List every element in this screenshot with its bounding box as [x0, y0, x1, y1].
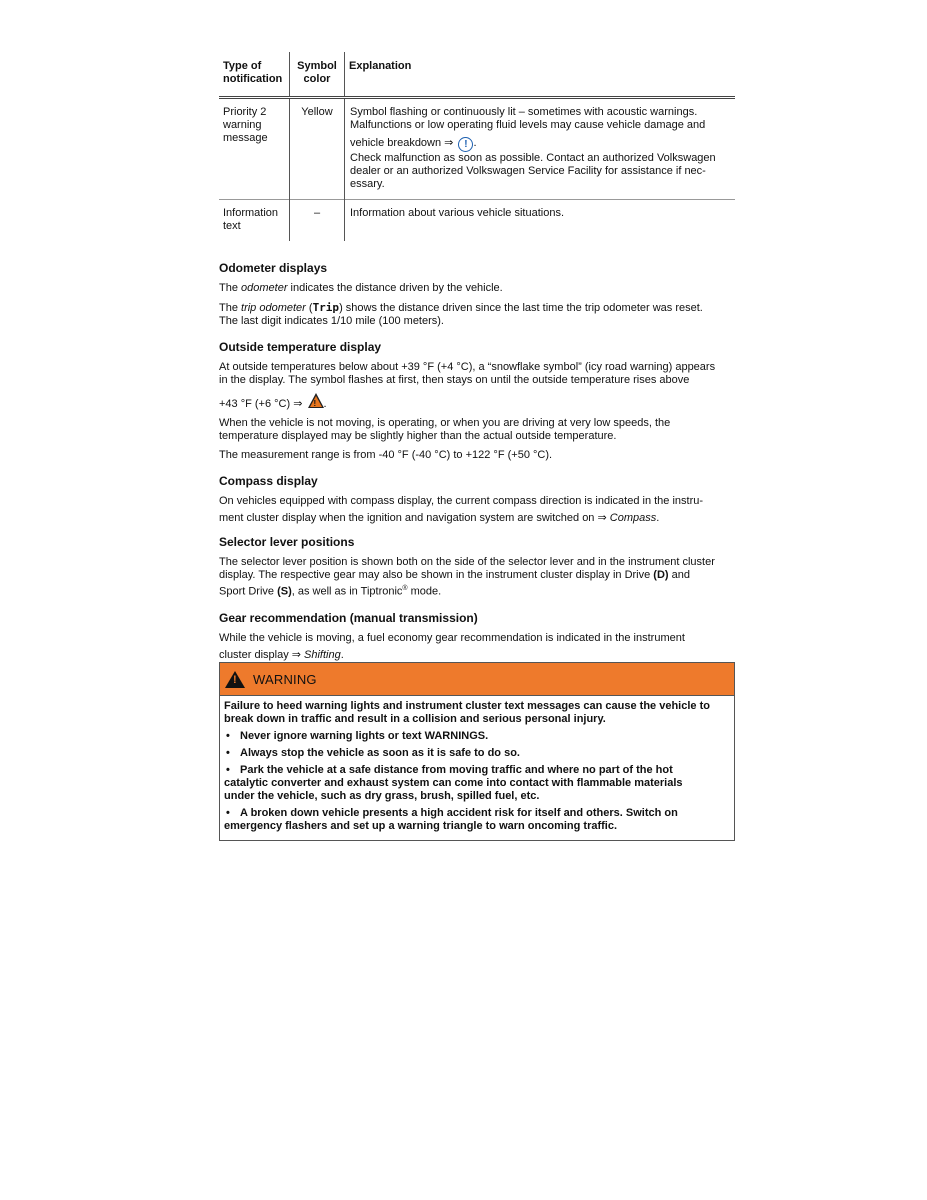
paragraph: The measurement range is from -40 °F (-40 °C) to +122 °F (+50 °C).	[219, 449, 553, 461]
text: Always stop the vehicle as soon as it is safe to do so.	[240, 747, 520, 759]
section-temperature	[219, 340, 735, 462]
section-compass	[219, 474, 735, 525]
warning-bullet	[224, 747, 729, 760]
text: +43 °F (+6 °C) ⇒	[219, 398, 306, 410]
text: display. The respective gear may also be shown in the instrument cluster display in Drive	[219, 569, 654, 581]
section-title: Outside temperature display	[219, 340, 382, 354]
text: catalytic converter and exhaust system can come into contact with flammable materials	[224, 777, 683, 789]
text: and	[668, 569, 690, 581]
text: cluster display ⇒	[219, 648, 305, 661]
warning-triangle-icon	[225, 671, 245, 688]
gear-s: (S)	[277, 585, 292, 598]
explanation-line: Symbol flashing or continuously lit – sometimes with acoustic warnings.	[350, 106, 698, 118]
text: in the display. The symbol flashes at first, then stays on until the outside temperature rises above	[219, 374, 690, 386]
cell-explanation: Information about various vehicle situations.	[350, 207, 565, 219]
text: On vehicles equipped with compass display, the current compass direction is indicated in the instru-	[219, 495, 704, 507]
header-type	[219, 52, 290, 98]
registered-mark: ®	[402, 585, 408, 592]
warning-bullet	[224, 764, 729, 803]
paragraph	[219, 301, 735, 328]
section-title: Gear recommendation (manual transmission)	[219, 610, 478, 625]
explanation-line: essary.	[350, 178, 385, 190]
text-line: ment cluster display when the ignition and navigation system are switched on ⇒ Compass.	[219, 512, 660, 524]
header-color-line1: Symbol	[297, 60, 337, 72]
cell-type-line: message	[223, 132, 268, 144]
warning-triangle-mark: !	[313, 399, 317, 408]
header-type-line2: notification	[223, 73, 283, 85]
manual-page	[219, 52, 735, 668]
exclamation-circle-icon[interactable]: !	[458, 137, 473, 152]
text: The last digit indicates 1/10 mile (100 meters).	[219, 315, 444, 327]
explanation-line: Malfunctions or low operating fluid levels may cause vehicle damage and	[350, 119, 706, 131]
text: ment cluster display when the ignition and navigation system are switched on ⇒	[219, 512, 610, 524]
paragraph	[219, 361, 735, 411]
text: The selector lever position is shown both on the side of the selector lever and in the instrument cluster	[219, 556, 715, 568]
warning-header	[220, 663, 734, 696]
text: mode.	[407, 585, 442, 598]
text: The	[219, 282, 242, 294]
text: Failure to heed warning lights and instrument cluster text messages can cause the vehicle to	[224, 700, 710, 712]
cell-type-line: Priority 2	[223, 106, 267, 118]
warning-body	[220, 696, 734, 840]
text: emergency flashers and set up a warning triangle to warn oncoming traffic.	[224, 820, 618, 832]
cell-type-line: text	[223, 220, 241, 232]
warning-triangle-icon[interactable]	[308, 393, 324, 408]
paragraph	[219, 556, 735, 599]
paragraph	[219, 417, 735, 443]
warning-bullet	[224, 807, 729, 833]
paragraph	[219, 282, 735, 295]
cell-type	[219, 98, 290, 200]
text: The	[219, 302, 242, 314]
cell-type-line: warning	[223, 119, 262, 131]
shifting-link[interactable]: Shifting	[304, 648, 341, 661]
term: trip odometer	[241, 302, 306, 314]
section-title: Compass display	[219, 474, 318, 488]
paragraph	[219, 632, 735, 662]
explanation-line-with-icon: vehicle breakdown ⇒ ! .	[350, 137, 477, 150]
explanation-line: Check malfunction as soon as possible. Contact an authorized Volkswagen	[350, 152, 716, 164]
paragraph	[219, 495, 735, 525]
text: break down in traffic and result in a collision and serious personal injury.	[224, 713, 606, 725]
table-row	[219, 200, 735, 242]
section-title: Selector lever positions	[219, 535, 355, 549]
cell-color: Yellow	[290, 98, 345, 200]
display-code: Trip	[312, 301, 340, 314]
text: temperature displayed may be slightly higher than the actual outside temperature.	[219, 430, 617, 442]
warning-intro	[224, 700, 729, 726]
cell-color: –	[290, 200, 345, 242]
text: under the vehicle, such as dry grass, brush, spilled fuel, etc.	[224, 790, 540, 802]
header-explanation: Explanation	[349, 60, 412, 72]
text: When the vehicle is not moving, is operating, or when you are driving at very low speeds, the	[219, 417, 671, 429]
gear-d: (D)	[653, 569, 669, 581]
header-color	[290, 52, 345, 98]
cell-type	[219, 200, 290, 242]
notification-table	[219, 52, 735, 241]
text: ) shows the distance driven since the last time the trip odometer was reset.	[339, 302, 703, 314]
section-gear	[219, 611, 735, 662]
text: Park the vehicle at a safe distance from moving traffic and where no part of the hot	[240, 764, 673, 776]
section-odometer	[219, 261, 735, 328]
table-row	[219, 98, 735, 200]
text: A broken down vehicle presents a high accident risk for itself and others. Switch on	[240, 807, 678, 819]
cell-type-line: Information	[223, 207, 279, 219]
table-header-row	[219, 52, 735, 98]
warning-bullet	[224, 730, 729, 743]
text-with-icon: +43 °F (+6 °C) ⇒ ! .	[219, 393, 327, 411]
cell-explanation	[345, 98, 736, 200]
text: Sport Drive	[219, 585, 278, 598]
explanation-line: vehicle breakdown ⇒	[350, 137, 457, 149]
header-type-line1: Type of	[223, 60, 262, 72]
term: odometer	[241, 282, 288, 294]
section-title: Odometer displays	[219, 261, 328, 275]
section-selector	[219, 535, 735, 599]
text: While the vehicle is moving, a fuel economy gear recommendation is indicated in the instrument	[219, 631, 685, 644]
text: , as well as in Tiptronic	[291, 585, 403, 598]
text: indicates the distance driven by the vehicle.	[287, 282, 503, 294]
warning-triangle-mark: !	[233, 673, 237, 686]
warning-title: WARNING	[253, 671, 317, 687]
explanation-line: dealer or an authorized Volkswagen Service Facility for assistance if nec-	[350, 165, 706, 177]
text-line: cluster display ⇒ Shifting.	[219, 648, 344, 661]
text: Never ignore warning lights or text WARNINGS.	[240, 730, 489, 742]
text: (	[305, 302, 313, 314]
compass-link[interactable]: Compass	[609, 512, 657, 524]
header-color-line2: color	[303, 73, 331, 85]
text: At outside temperatures below about +39 °F (+4 °C), a “snowflake symbol” (icy road warning) appears	[219, 361, 716, 373]
warning-box	[219, 662, 735, 841]
